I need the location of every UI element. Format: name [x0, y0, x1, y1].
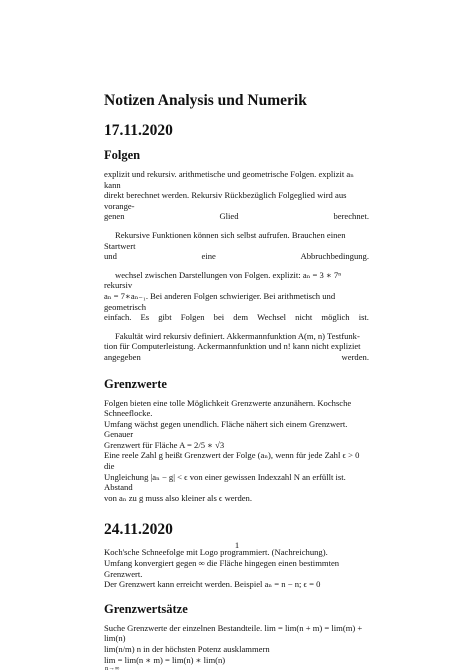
document-title: Notizen Analysis und Numerik — [104, 92, 307, 109]
word: angegeben — [104, 351, 141, 362]
word: einfach. — [104, 312, 132, 323]
text-line: Umfang wächst gegen unendlich. Fläche nähert sich einem Grenzwert. Genauer — [104, 418, 348, 440]
text-line: tion für Computerleistung. Ackermannfunktion und n! kann nicht expliziet — [104, 341, 361, 352]
text-line: direkt berechnet werden. Rekursiv Rückbezüglich Folgeglied wird aus vorange- — [104, 190, 347, 211]
word: dem — [233, 312, 249, 323]
limit-subscript: n→∞ — [105, 665, 120, 672]
word: gibt — [158, 312, 172, 323]
document-body — [104, 92, 369, 672]
text-line: lim = lim(n ∗ m) = lim(n) ∗ lim(n) — [104, 654, 226, 665]
word: nicht — [295, 312, 313, 323]
word: Folgen — [180, 312, 205, 323]
text-line — [104, 251, 369, 262]
text-line — [104, 211, 369, 222]
paragraph-grenzwerte — [104, 398, 369, 504]
text-line: aₙ = 7∗aₙ₋₁. Bei anderen Folgen schwieriger. Bei arithmetisch und geometrisch — [104, 290, 336, 312]
word: Wechsel — [257, 312, 287, 323]
paragraph-folgen-1 — [104, 169, 369, 222]
word: ist. — [358, 312, 369, 323]
word: Glied — [219, 211, 239, 222]
section-date-2: 24.11.2020 — [104, 521, 173, 539]
paragraph-grenzwertsaetze — [104, 623, 369, 672]
page-number: 1 — [234, 540, 240, 550]
heading-grenzwertsaetze: Grenzwertsätze — [104, 601, 188, 616]
paragraph-folgen-4 — [104, 331, 369, 363]
text-line: Rekursive Funktionen können sich selbst aufrufen. Brauchen einen Startwert — [104, 229, 346, 251]
text-line: explizit und rekursiv. arithmetische und geometrische Folgen. explizit aₙ kann — [104, 169, 354, 190]
text-line: Der Grenzwert kann erreicht werden. Beispiel aₙ = n − n; ϵ = 0 — [104, 579, 321, 590]
word: eine — [201, 251, 216, 262]
section-date-1: 17.11.2020 — [104, 122, 173, 139]
text-line: lim(n/m) n in der höchsten Potenz ausklammern — [104, 644, 270, 654]
text-line: Eine reele Zahl g heißt Grenzwert der Folge (aₙ), wenn für jede Zahl ϵ > 0 die — [104, 450, 360, 472]
text-line: Grenzwert für Fläche A = 2/5 ∗ √3 — [104, 439, 225, 450]
word: und — [104, 251, 117, 262]
text-line: von aₙ zu g muss also kleiner als ϵ werden. — [104, 492, 253, 503]
paragraph-folgen-3 — [104, 270, 369, 323]
paragraph-section-2 — [104, 547, 369, 589]
word: Abbruchbedingung. — [300, 251, 369, 262]
word: möglich — [321, 312, 350, 323]
word: Es — [140, 312, 150, 323]
text-line — [104, 312, 369, 323]
word: werden. — [341, 351, 369, 362]
text-line: Folgen bieten eine tolle Möglichkeit Grenzwerte anzunähern. Kochsche Schneeflocke. — [104, 397, 352, 419]
text-line: wechsel zwischen Darstellungen von Folgen. explizit: aₙ = 3 ∗ 7ⁿ rekursiv — [104, 269, 341, 291]
heading-grenzwerte: Grenzwerte — [104, 376, 167, 391]
text-line: Ungleichung |aₙ − g| < ϵ von einer gewissen Indexzahl N an erfüllt ist. Abstand — [104, 471, 346, 493]
text-line — [104, 352, 369, 363]
text-line: Suche Grenzwerte der einzelnen Bestandteile. lim = lim(n + m) = lim(m) + — [104, 622, 363, 633]
word: bei — [213, 312, 225, 323]
word: genen — [104, 211, 125, 222]
paragraph-folgen-2 — [104, 230, 369, 262]
text-line: Umfang konvergiert gegen ∞ die Fläche hingegen einen bestimmten Grenzwert. — [104, 558, 340, 579]
text-line: Fakultät wird rekursiv definiert. Akkermannfunktion A(m, n) Testfunk- — [115, 330, 360, 341]
text-line: Koch'sche Schneefolge mit Logo programmiert. (Nachreichung). — [104, 547, 328, 558]
text-line: lim(n) — [104, 633, 126, 644]
heading-folgen: Folgen — [104, 148, 141, 162]
word: berechnet. — [333, 211, 369, 222]
